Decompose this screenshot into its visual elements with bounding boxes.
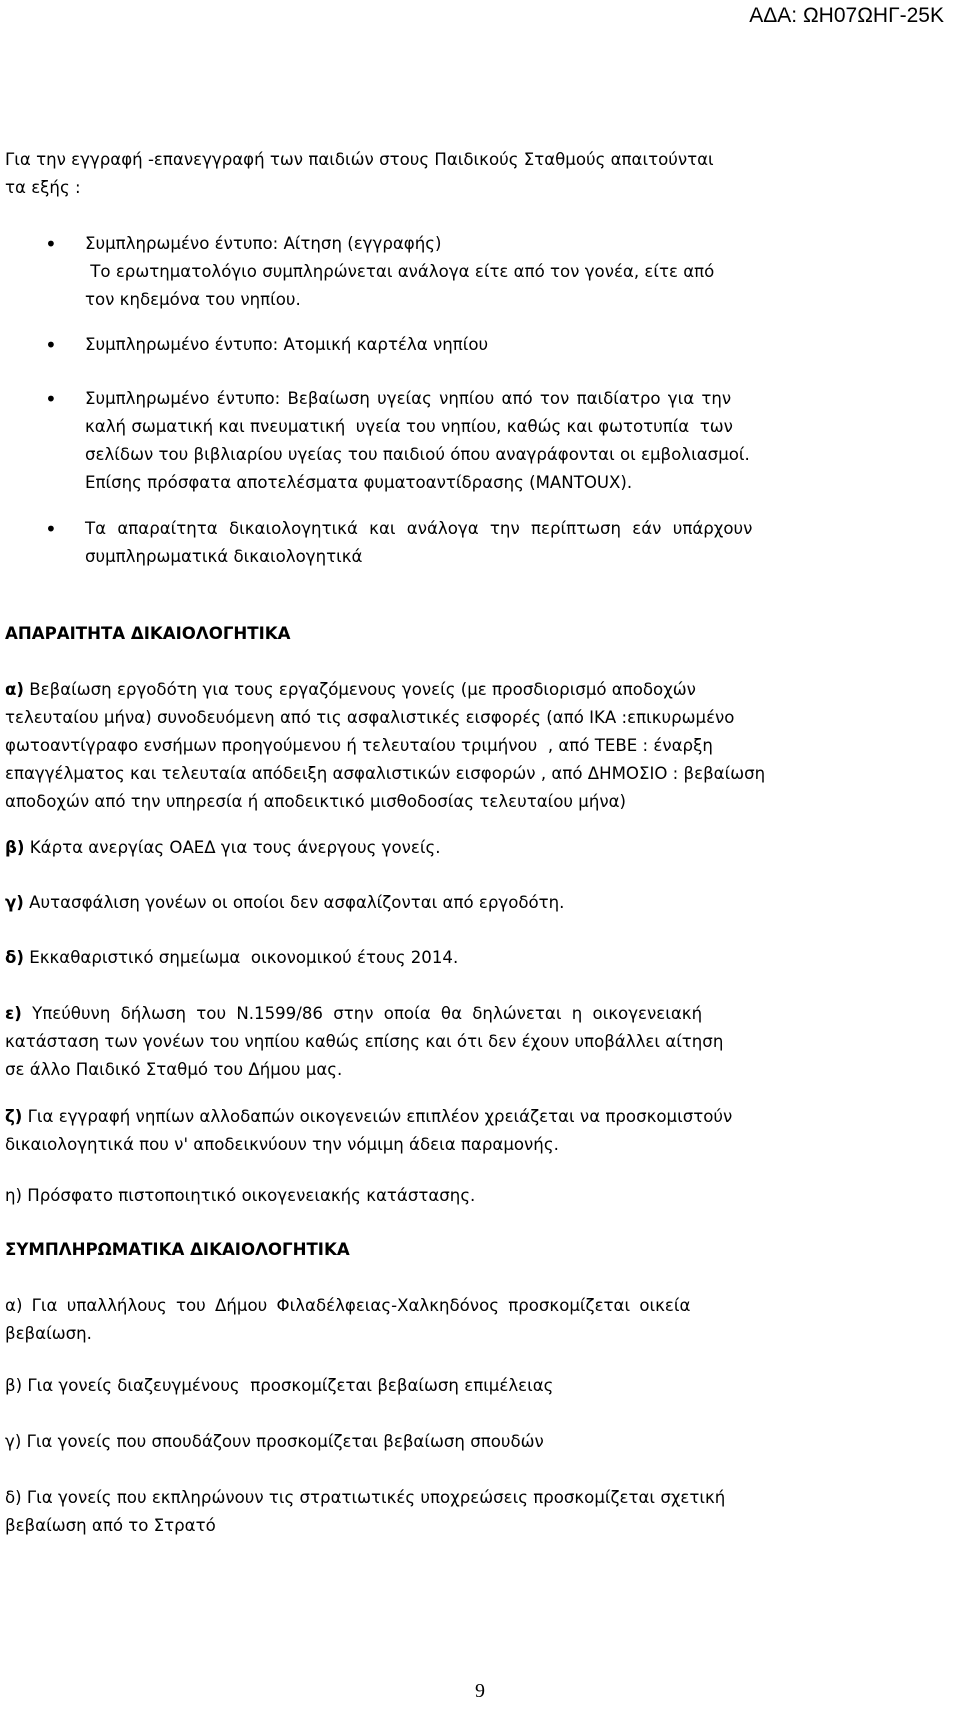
bullet-item <box>85 385 940 497</box>
item-line: σε άλλο Παιδικό Σταθμό του Δήμου μας. <box>5 1060 343 1079</box>
item-line: δ) Για γονείς που εκπληρώνουν τις στρατιωτικές υποχρεώσεις προσκομίζεται σχετική <box>5 1488 726 1507</box>
item-line: Για εγγραφή νηπίων αλλοδαπών οικογενειών επιπλέον χρειάζεται να προσκομιστούν <box>22 1107 733 1126</box>
item-line: βεβαίωση. <box>5 1324 92 1343</box>
bullet-dot: • <box>45 387 57 411</box>
item-letter: α) <box>5 680 24 699</box>
supplementary-item-b <box>5 1372 948 1400</box>
item-line: γ) Για γονείς που σπουδάζουν προσκομίζεται βεβαίωση σπουδών <box>5 1432 544 1451</box>
item-line: Αυτασφάλιση γονέων οι οποίοι δεν ασφαλίζονται από εργοδότη. <box>23 893 565 912</box>
bullet-dot: • <box>45 232 57 256</box>
required-item-h <box>5 1182 948 1210</box>
bullet-line: σελίδων του βιβλιαρίου υγείας του παιδιού όπου αναγράφονται οι εμβολιασμοί. <box>85 445 750 464</box>
required-item-d <box>5 944 948 972</box>
item-letter: ε) <box>5 1004 22 1023</box>
intro-line: Για την εγγραφή -επανεγγραφή των παιδιών στους Παιδικούς Σταθμούς απαιτούνται <box>5 150 714 169</box>
intro-line: τα εξής : <box>5 178 81 197</box>
supplementary-item-d <box>5 1484 948 1540</box>
bullet-line: Συμπληρωμένο έντυπο: Βεβαίωση υγείας νηπίου από τον παιδίατρο για την <box>85 389 732 408</box>
item-line: α) Για υπαλλήλους του Δήμου Φιλαδέλφειας-Χαλκηδόνος προσκομίζεται οικεία <box>5 1296 691 1315</box>
item-line: δικαιολογητικά που ν' αποδεικνύουν την νόμιμη άδεια παραμονής. <box>5 1135 559 1154</box>
item-line: Εκκαθαριστικό σημείωμα οικονομικού έτους 2014. <box>23 948 459 967</box>
item-line: βεβαίωση από το Στρατό <box>5 1516 216 1535</box>
bullet-line: τον κηδεμόνα του νηπίου. <box>85 290 301 309</box>
required-heading: ΑΠΑΡΑΙΤΗΤΑ ΔΙΚΑΙΟΛΟΓΗΤΙΚΑ <box>5 624 291 643</box>
bullet-line: συμπληρωματικά δικαιολογητικά <box>85 547 363 566</box>
item-line: τελευταίου μήνα) συνοδευόμενη από τις ασφαλιστικές εισφορές (από ΙΚΑ :επικυρωμένο <box>5 708 735 727</box>
item-line: αποδοχών από την υπηρεσία ή αποδεικτικό μισθοδοσίας τελευταίου μήνα) <box>5 792 627 811</box>
bullet-line: Συμπληρωμένο έντυπο: Αίτηση (εγγραφής) <box>85 234 442 253</box>
bullet-line: Επίσης πρόσφατα αποτελέσματα φυματοαντίδρασης (MANTOUX). <box>85 473 633 492</box>
bullet-line: καλή σωματική και πνευματική υγεία του νηπίου, καθώς και φωτοτυπία των <box>85 417 733 436</box>
bullet-item <box>85 515 940 571</box>
item-line: επαγγέλματος και τελευταία απόδειξη ασφαλιστικών εισφορών , από ΔΗΜΟΣΙΟ : βεβαίωση <box>5 764 766 783</box>
bullet-dot: • <box>45 517 57 541</box>
bullet-line: Το ερωτηματολόγιο συμπληρώνεται ανάλογα είτε από τον γονέα, είτε από <box>85 262 715 281</box>
item-line: φωτοαντίγραφο ενσήμων προηγούμενου ή τελευταίου τριμήνου , από ΤΕΒΕ : έναρξη <box>5 736 713 755</box>
bullet-line: Τα απαραίτητα δικαιολογητικά και ανάλογα την περίπτωση εάν υπάρχουν <box>85 519 753 538</box>
item-line: κατάσταση των γονέων του νηπίου καθώς επίσης και ότι δεν έχουν υποβάλλει αίτηση <box>5 1032 724 1051</box>
item-letter: γ) <box>5 893 24 912</box>
item-line: Βεβαίωση εργοδότη για τους εργαζόμενους γονείς (με προσδιορισμό αποδοχών <box>23 680 696 699</box>
item-letter: β) <box>5 838 25 857</box>
item-letter: δ) <box>5 948 24 967</box>
supplementary-heading: ΣΥΜΠΛΗΡΩΜΑΤΙΚΑ ΔΙΚΑΙΟΛΟΓΗΤΙΚΑ <box>5 1240 350 1259</box>
item-letter: ζ) <box>5 1107 23 1126</box>
required-item-z <box>5 1103 948 1159</box>
item-line: β) Για γονείς διαζευγμένους προσκομίζεται βεβαίωση επιμέλειας <box>5 1376 554 1395</box>
bullet-item <box>85 230 940 314</box>
item-line: Κάρτα ανεργίας ΟΑΕΔ για τους άνεργους γονείς. <box>24 838 441 857</box>
intro-paragraph <box>5 146 948 202</box>
supplementary-item-a <box>5 1292 948 1348</box>
required-item-e <box>5 1000 948 1084</box>
required-item-a <box>5 676 948 816</box>
supplementary-item-c <box>5 1428 948 1456</box>
page-number: 9 <box>475 1680 485 1702</box>
ada-code: ΑΔΑ: ΩΗ07ΩΗΓ-25Κ <box>749 4 944 27</box>
item-line: η) Πρόσφατο πιστοποιητικό οικογενειακής κατάστασης. <box>5 1186 476 1205</box>
item-line: Υπεύθυνη δήλωση του Ν.1599/86 στην οποία θα δηλώνεται η οικογενειακή <box>21 1004 703 1023</box>
bullet-item <box>85 331 940 359</box>
required-item-b <box>5 834 948 862</box>
bullet-line: Συμπληρωμένο έντυπο: Ατομική καρτέλα νηπίου <box>85 335 489 354</box>
required-item-c <box>5 889 948 917</box>
bullet-dot: • <box>45 333 57 357</box>
